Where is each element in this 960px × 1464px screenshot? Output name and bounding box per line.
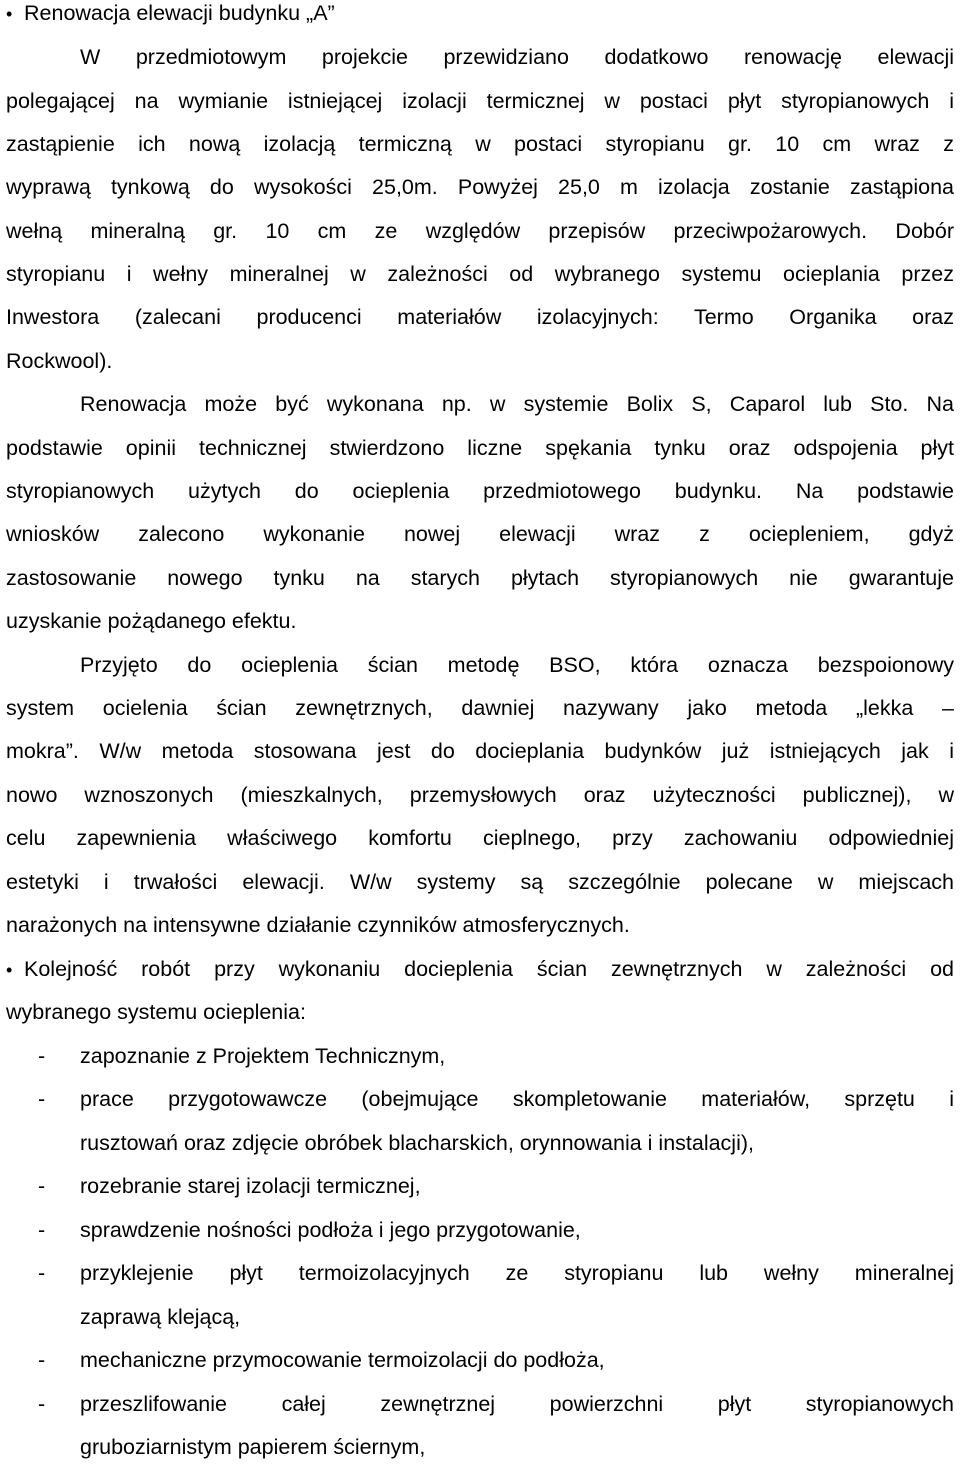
paragraph-line: W przedmiotowym projekcie przewidziano dodatkowo renowację elewacji [80, 45, 954, 69]
paragraph-line: wyprawą tynkową do wysokości 25,0m. Powyżej 25,0 m izolacja zostanie zastąpiona [6, 175, 954, 199]
paragraph-line: Przyjęto do ocieplenia ścian metodę BSO, która oznacza bezspoionowy [80, 653, 954, 677]
paragraph-line: zastosowanie nowego tynku na starych płytach styropianowych nie gwarantuje [6, 566, 954, 590]
section-heading-continuation: wybranego systemu ocieplenia: [6, 1000, 306, 1024]
paragraph-line: mokra”. W/w metoda stosowana jest do docieplania budynków już istniejących jak i [6, 739, 954, 763]
paragraph-line: wniosków zalecono wykonanie nowej elewacji wraz z ociepleniem, gdyż [6, 522, 954, 546]
section-heading-text: Kolejność robót przy wykonaniu docieplenia ścian zewnętrznych w zależności od [24, 957, 954, 981]
list-item-text: prace przygotowawcze (obejmujące skompletowanie materiałów, sprzętu i [80, 1087, 954, 1111]
list-item-continuation: gruboziarnistym papierem ściernym, [80, 1435, 426, 1459]
list-item-text: sprawdzenie nośności podłoża i jego przygotowanie, [80, 1218, 581, 1242]
dash-marker: - [38, 1218, 46, 1242]
list-item-text: rozebranie starej izolacji termicznej, [80, 1174, 421, 1198]
list-item-text: przeszlifowanie całej zewnętrznej powierzchni płyt styropianowych [80, 1392, 954, 1416]
paragraph-line: Inwestora (zalecani producenci materiałów izolacyjnych: Termo Organika oraz [6, 305, 954, 329]
section-heading-kolejnosc [6, 956, 954, 982]
dash-marker: - [38, 1174, 46, 1198]
paragraph-line: uzyskanie pożądanego efektu. [6, 609, 297, 633]
paragraph-line: estetyki i trwałości elewacji. W/w systemy są szczególnie polecane w miejscach [6, 870, 954, 894]
list-item-continuation: rusztowań oraz zdjęcie obróbek blacharskich, orynnowania i instalacji), [80, 1131, 754, 1155]
list-item-text: zapoznanie z Projektem Technicznym, [80, 1044, 446, 1068]
dash-marker: - [38, 1348, 46, 1372]
dash-marker: - [38, 1087, 46, 1111]
paragraph-line: celu zapewnienia właściwego komfortu cieplnego, przy zachowaniu odpowiedniej [6, 826, 954, 850]
paragraph-line: narażonych na intensywne działanie czynników atmosferycznych. [6, 913, 630, 937]
paragraph-line: system ocielenia ścian zewnętrznych, dawniej nazywany jako metoda „lekka – [6, 696, 954, 720]
paragraph-line: styropianu i wełny mineralnej w zależności od wybranego systemu ocieplania przez [6, 262, 954, 286]
paragraph-line: Rockwool). [6, 349, 113, 373]
dash-marker: - [38, 1044, 46, 1068]
paragraph-line: polegającej na wymianie istniejącej izolacji termicznej w postaci płyt styropianowych i [6, 89, 954, 113]
paragraph-line: podstawie opinii technicznej stwierdzono liczne spękania tynku oraz odspojenia płyt [6, 436, 954, 460]
list-item-text: mechaniczne przymocowanie termoizolacji do podłoża, [80, 1348, 605, 1372]
paragraph-line: nowo wznoszonych (mieszkalnych, przemysłowych oraz użyteczności publicznej), w [6, 783, 954, 807]
paragraph-line: wełną mineralną gr. 10 cm ze względów przepisów przeciwpożarowych. Dobór [6, 219, 954, 243]
bullet-icon: • [6, 960, 13, 980]
list-item-text: przyklejenie płyt termoizolacyjnych ze styropianu lub wełny mineralnej [80, 1261, 954, 1285]
paragraph-line: styropianowych użytych do ocieplenia przedmiotowego budynku. Na podstawie [6, 479, 954, 503]
list-item-continuation: zaprawą klejącą, [80, 1305, 241, 1329]
dash-marker: - [38, 1392, 46, 1416]
paragraph-line: zastąpienie ich nową izolacją termiczną w postaci styropianu gr. 10 cm wraz z [6, 132, 954, 156]
section-heading-renowacja [6, 0, 954, 27]
bullet-icon: • [6, 4, 13, 24]
paragraph-line: Renowacja może być wykonana np. w systemie Bolix S, Caparol lub Sto. Na [80, 392, 954, 416]
dash-marker: - [38, 1261, 46, 1285]
section-heading-text: Renowacja elewacji budynku „A” [24, 1, 335, 25]
